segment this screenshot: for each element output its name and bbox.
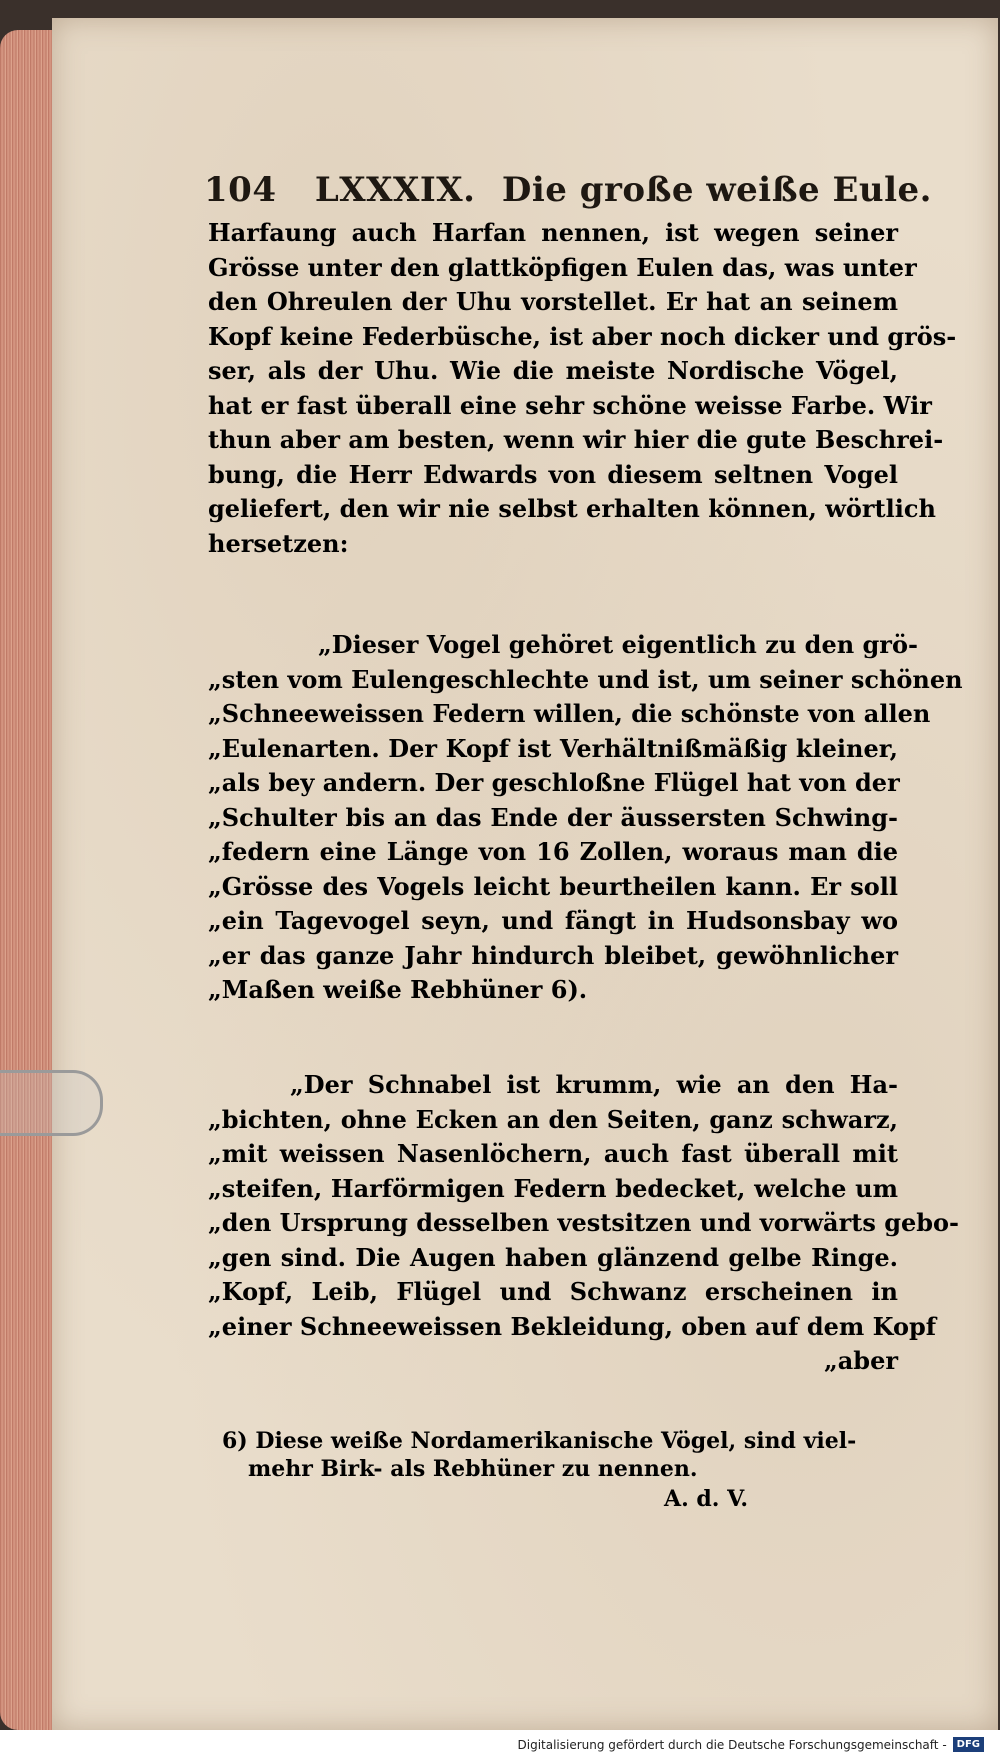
paragraph1-line: hat er fast überall eine sehr schöne weisse Farbe. Wir xyxy=(208,390,932,420)
paragraph2-line: „Grösse des Vogels leicht beurtheilen kann. Er soll xyxy=(208,871,898,901)
paragraph2-line: „Maßen weiße Rebhüner 6). xyxy=(208,975,588,1004)
paragraph2-line: „Schneeweissen Federn willen, die schönste von allen xyxy=(208,699,931,728)
credit-bar xyxy=(0,1730,1000,1761)
catchword: „aber xyxy=(823,1346,898,1375)
footnote-line: mehr Birk- als Rebhüner zu nennen. xyxy=(248,1456,698,1482)
paragraph2-line: „Eulenarten. Der Kopf ist Verhältnißmäßig kleiner, xyxy=(208,733,898,763)
credit-text: Digitalisierung gefördert durch die Deutsche Forschungsgemeinschaft - xyxy=(517,1737,947,1752)
paragraph3-line: „Der Schnabel ist krumm, wie an den Ha- xyxy=(290,1070,898,1099)
page-edge xyxy=(0,30,58,1730)
paragraph1-line: Grösse unter den glattköpfigen Eulen das, was unter xyxy=(208,252,917,282)
chapter-title: Die große weiße Eule. xyxy=(501,170,933,210)
paragraph3-line: „bichten, ohne Ecken an den Seiten, ganz schwarz, xyxy=(208,1104,898,1134)
paragraph1-line: hersetzen: xyxy=(208,528,349,558)
paragraph3-line: „gen sind. Die Augen haben glänzend gelbe Ringe. xyxy=(208,1242,898,1272)
paragraph1-line: Harfaung auch Harfan nennen, ist wegen seiner xyxy=(208,218,898,247)
running-header xyxy=(204,170,932,210)
paragraph1-line: thun aber am besten, wenn wir hier die gute Beschrei- xyxy=(208,425,944,454)
paragraph2-line: „er das ganze Jahr hindurch bleibet, gewöhnlicher xyxy=(208,940,898,970)
dfg-logo: DFG xyxy=(953,1737,984,1752)
paragraph1-line: ser, als der Uhu. Wie die meiste Nordische Vögel, xyxy=(208,356,898,385)
paragraph2-line: „als bey andern. Der geschloßne Flügel hat von der xyxy=(208,768,900,797)
paragraph1-line: bung, die Herr Edwards von diesem seltnen Vogel xyxy=(208,459,898,489)
paragraph3-line: „den Ursprung desselben vestsitzen und vorwärts gebo- xyxy=(208,1208,959,1237)
page-number: 104 xyxy=(204,170,277,210)
paragraph3-line: „Kopf, Leib, Flügel und Schwanz erscheinen in xyxy=(208,1277,898,1306)
paragraph3-line: „einer Schneeweissen Bekleidung, oben auf dem Kopf xyxy=(208,1311,937,1341)
paragraph1-line: geliefert, den wir nie selbst erhalten können, wörtlich xyxy=(208,494,936,523)
paragraph2-line: „ein Tagevogel seyn, und fängt in Hudsonsbay wo xyxy=(208,906,898,935)
footnote-signature: A. d. V. xyxy=(664,1486,748,1512)
paragraph3-line: „mit weissen Nasenlöchern, auch fast überall mit xyxy=(208,1139,898,1168)
page-clip xyxy=(0,1070,103,1136)
paragraph2-line: „sten vom Eulengeschlechte und ist, um seiner schönen xyxy=(208,664,963,694)
paragraph3-line: „steifen, Harförmigen Federn bedecket, welche um xyxy=(208,1173,898,1203)
paragraph2-line: „Dieser Vogel gehöret eigentlich zu den grö- xyxy=(318,630,918,659)
chapter-number: LXXXIX. xyxy=(314,170,476,210)
footnote-line: 6) Diese weiße Nordamerikanische Vögel, sind viel- xyxy=(222,1428,857,1454)
paragraph1-line: Kopf keine Federbüsche, ist aber noch dicker und grös- xyxy=(208,321,957,351)
paragraph2-line: „federn eine Länge von 16 Zollen, woraus man die xyxy=(208,837,898,866)
paragraph2-line: „Schulter bis an das Ende der äussersten Schwing- xyxy=(208,802,898,832)
credit-line xyxy=(518,1737,985,1752)
paragraph1-line: den Ohreulen der Uhu vorstellet. Er hat an seinem xyxy=(208,287,898,316)
